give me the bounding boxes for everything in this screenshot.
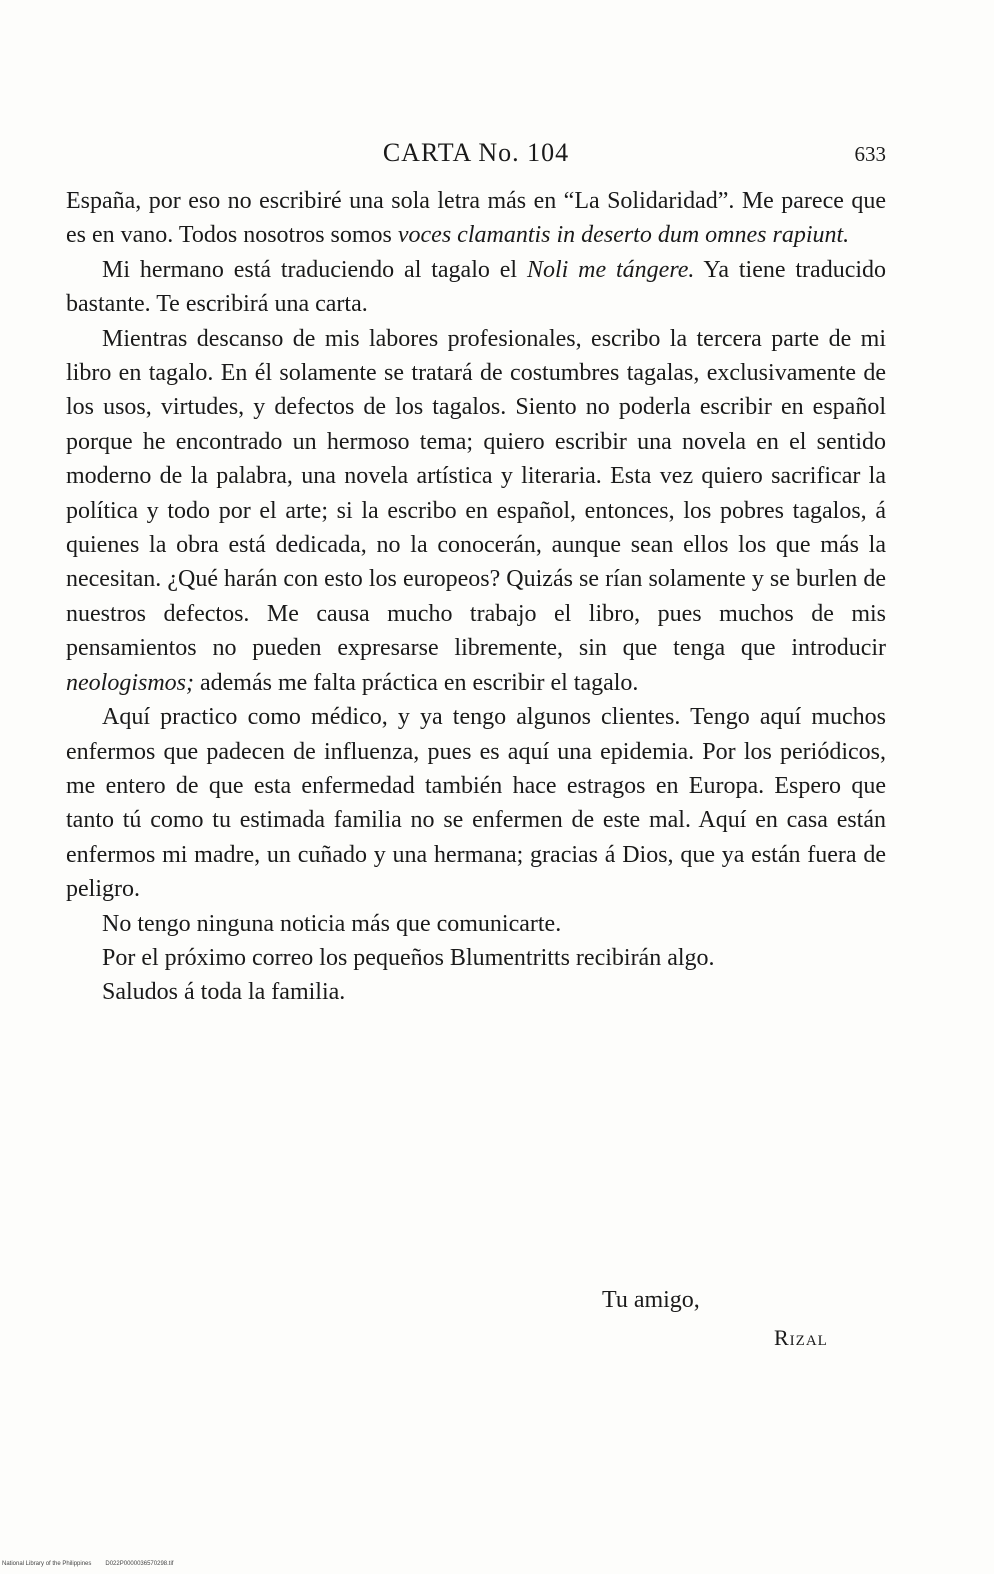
scan-footer [2,1561,187,1567]
paragraph-text: Ya tiene traducido bastante. Te escribirá una carta. [66,256,887,318]
paragraph-text: Aquí practico como médico, y ya tengo algunos clientes. Tengo aquí muchos enfermos que padecen de influenza, pues es aquí una epidemia. Por los periódicos, me entero de que esta enfermedad también hace estragos en Europa. Espero que tanto tú como tu estimada familia no se enfermen de este mal. Aquí en casa están enfermos mi madre, un cuñado y una hermana; gracias á Dios, que ya están fuera de peligro. [66,704,886,903]
paragraph [66,322,886,700]
paragraph [66,941,886,975]
paragraph [66,700,886,906]
paragraph-text: España, por eso no escribiré una sola letra más en “La Solidaridad”. Me parece que es en vano. Todos nosotros somos [66,188,886,249]
page-number: 633 [854,142,886,166]
paragraph [66,907,886,941]
paragraph-text: Saludos á toda la familia. [102,979,346,1006]
paragraph-text: Por el próximo correo los pequeños Blumentritts recibirán algo. [102,944,715,971]
paragraph-text: además me falta práctica en escribir el tagalo. [194,669,639,696]
page-header [66,138,886,172]
paragraph-italic-text: neologismos; [66,669,194,696]
letter-title: CARTA No. 104 [382,138,570,167]
paragraph-italic-text: Noli me tángere. [526,256,695,283]
signature: Rizal [774,1325,828,1350]
footer-file-id: D022P0000036570298.tif [105,1561,174,1567]
paragraph-text: Mientras descanso de mis labores profesionales, escribo la tercera parte de mi libro en tagalo. En él solamente se tratará de costumbres tagalas, exclusivamente de los usos, virtudes, y defectos de los tagalos. Siento no poderla escribir en español porque he encontrado un hermoso tema; quiero escribir una novela en el sentido moderno de la palabra, una novela artística y literaria. Esta vez quiero sacrificar la política y todo por el arte; si la escribo en español, entonces, los pobres tagalos, á quienes la obra está dedicada, no la conocerán, aunque sean ellos los que más la necesitan. ¿Qué harán con esto los europeos? Quizás se rían solamente y se burlen de nuestros defectos. Me causa mucho trabajo el libro, pues muchos de mis pensamientos no pueden expresarse libremente, sin que tenga que introducir [66,325,886,662]
paragraph-text: No tengo ninguna noticia más que comunicarte. [102,910,562,937]
paragraph [66,184,886,253]
closing-salutation: Tu amigo, [602,1287,700,1313]
paragraph-text: Mi hermano está traduciendo al tagalo el [102,256,527,283]
letter-body [66,184,886,1010]
paragraph [66,975,886,1009]
paragraph [66,253,886,322]
footer-library: National Library of the Philippines [2,1561,92,1567]
paragraph-italic-text: voces clamantis in deserto dum omnes rapiunt. [397,222,850,249]
